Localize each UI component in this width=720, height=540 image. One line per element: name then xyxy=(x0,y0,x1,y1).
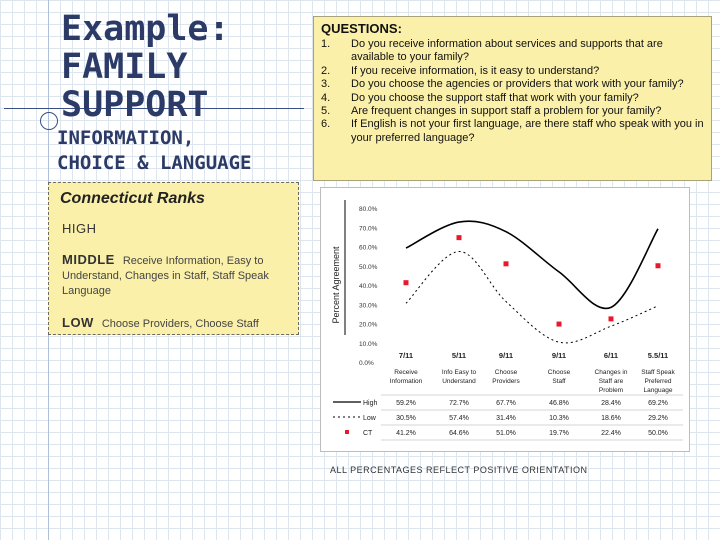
category-label: Info Easy to xyxy=(441,369,477,376)
chart-panel xyxy=(320,187,690,452)
rank-middle-label: MIDDLE xyxy=(62,252,115,267)
rank-middle xyxy=(62,252,294,299)
slide-title xyxy=(61,10,301,124)
series-point-ct xyxy=(404,280,409,285)
category-label: Staff xyxy=(552,378,566,385)
data-label-high: 59.2% xyxy=(396,400,416,407)
category-label: Understand xyxy=(442,378,476,385)
ranks-title: Connecticut Ranks xyxy=(60,190,205,207)
category-label: Receive xyxy=(394,369,418,376)
question-number: 6. xyxy=(321,118,331,131)
legend-swatch-ct xyxy=(345,430,349,434)
series-point-ct xyxy=(609,316,614,321)
questions-box xyxy=(313,16,712,181)
category-label: Preferred xyxy=(644,378,672,385)
series-point-ct xyxy=(656,263,661,268)
rank-low-label: LOW xyxy=(62,315,94,330)
footnote: ALL PERCENTAGES REFLECT POSITIVE ORIENTATION xyxy=(330,465,588,475)
category-code: 6/11 xyxy=(603,351,619,360)
question-text: If you receive information, is it easy to understand? xyxy=(351,64,600,77)
data-label-low: 57.4% xyxy=(449,415,469,422)
question-number: 3. xyxy=(321,78,331,91)
rank-low-text: Choose Providers, Choose Staff xyxy=(101,318,259,330)
questions-title: QUESTIONS: xyxy=(321,21,402,36)
y-tick-label: 70.0% xyxy=(359,225,378,233)
y-tick-label: 20.0% xyxy=(359,321,378,329)
question-number: 4. xyxy=(321,91,331,104)
question-item xyxy=(321,105,705,118)
category-label: Staff Speak xyxy=(641,369,675,376)
rank-high-label: HIGH xyxy=(62,221,97,236)
data-label-ct: 50.0% xyxy=(648,430,668,437)
legend-label-ct: CT xyxy=(363,430,373,437)
data-label-low: 31.4% xyxy=(496,415,516,422)
legend-label-low: Low xyxy=(363,415,376,422)
data-label-low: 18.6% xyxy=(601,415,621,422)
series-point-ct xyxy=(557,322,562,327)
data-label-high: 28.4% xyxy=(601,400,621,407)
title-line-1: Example: xyxy=(61,9,230,49)
question-text: Do you choose the support staff that work with your family? xyxy=(351,91,639,104)
category-label: Information xyxy=(389,378,423,385)
question-text: Do you receive information about services and supports that are available to your family? xyxy=(351,38,663,64)
y-tick-label: 50.0% xyxy=(359,263,378,271)
category-label: Changes in xyxy=(594,369,628,376)
question-number: 2. xyxy=(321,64,331,77)
y-tick-label: 10.0% xyxy=(359,340,378,348)
question-item xyxy=(321,92,705,105)
subtitle-line-1: INFORMATION, xyxy=(57,127,195,149)
legend-label-high: High xyxy=(363,400,378,407)
ranks-box xyxy=(48,182,299,335)
slide-subtitle xyxy=(57,126,307,176)
data-label-ct: 51.0% xyxy=(496,430,516,437)
series-point-ct xyxy=(457,235,462,240)
question-item xyxy=(321,38,705,65)
series-point-ct xyxy=(504,261,509,266)
rank-high xyxy=(62,221,294,238)
category-code: 7/11 xyxy=(398,351,414,360)
data-label-ct: 41.2% xyxy=(396,430,416,437)
category-label: Providers xyxy=(492,378,520,385)
data-label-low: 29.2% xyxy=(648,415,668,422)
category-code: 5.5/11 xyxy=(647,351,669,360)
y-tick-label: 30.0% xyxy=(359,302,378,310)
question-text: Do you choose the agencies or providers that work with your family? xyxy=(351,78,684,91)
question-text: If English is not your first language, are there staff who speak with you in your preferred language? xyxy=(351,118,704,144)
y-axis-label: Percent Agreement xyxy=(331,246,341,324)
y-tick-label: 40.0% xyxy=(359,283,378,290)
data-label-high: 72.7% xyxy=(449,400,469,407)
decorative-circle xyxy=(40,112,58,130)
data-label-high: 69.2% xyxy=(648,400,668,407)
questions-list xyxy=(321,38,705,145)
question-number: 5. xyxy=(321,105,331,118)
category-code: 9/11 xyxy=(498,351,514,360)
question-item xyxy=(321,118,705,145)
question-text: Are frequent changes in support staff a problem for your family? xyxy=(351,105,662,118)
percent-agreement-chart xyxy=(321,188,691,453)
category-label: Staff are xyxy=(598,378,624,385)
y-tick-label: 0.0% xyxy=(359,360,374,367)
category-label: Language xyxy=(643,387,673,394)
series-line-high xyxy=(406,221,658,308)
title-line-3: SUPPORT xyxy=(61,85,209,125)
category-label: Choose xyxy=(547,369,571,376)
subtitle-line-2: CHOICE & LANGUAGE xyxy=(57,152,252,174)
rank-middle-text: Receive Information, Easy to Understand, Changes in Staff, Staff Speak Language xyxy=(62,255,269,297)
data-label-ct: 22.4% xyxy=(601,430,621,437)
category-label: Problem xyxy=(598,387,624,394)
data-label-high: 46.8% xyxy=(549,400,569,407)
category-label: Choose xyxy=(494,369,518,376)
category-code: 9/11 xyxy=(551,351,567,360)
question-item xyxy=(321,78,705,91)
title-line-2: FAMILY xyxy=(61,47,188,87)
series-line-low xyxy=(406,252,658,343)
data-label-ct: 19.7% xyxy=(549,430,569,437)
y-tick-label: 80.0% xyxy=(359,206,378,213)
data-label-ct: 64.6% xyxy=(449,430,469,437)
data-label-low: 30.5% xyxy=(396,415,416,422)
question-item xyxy=(321,65,705,78)
data-label-high: 67.7% xyxy=(496,400,516,407)
y-tick-label: 60.0% xyxy=(359,244,378,252)
data-label-low: 10.3% xyxy=(549,415,569,422)
rank-low xyxy=(62,315,294,332)
category-code: 5/11 xyxy=(451,351,467,360)
question-number: 1. xyxy=(321,38,331,50)
